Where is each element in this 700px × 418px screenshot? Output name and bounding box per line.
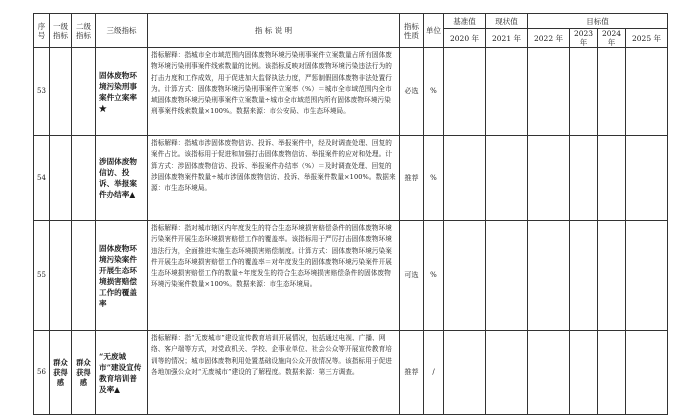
row-level3: 涉固体废物信访、投诉、举报案件办结率▲ [96, 136, 148, 221]
header-current: 现状值 [486, 14, 528, 29]
row-nature: 推荐 [400, 331, 424, 415]
row-unit: / [424, 331, 444, 415]
row-seq: 54 [34, 136, 50, 221]
row-level2 [72, 136, 96, 221]
indicator-table [33, 13, 668, 415]
row-seq: 56 [34, 331, 50, 415]
header-year-2023: 2023 年 [570, 29, 598, 48]
row-level1: 群众获得感 [50, 331, 72, 415]
row-unit: % [424, 136, 444, 221]
row-seq: 53 [34, 48, 50, 136]
row-level1 [50, 48, 72, 136]
row-level3: “无废城市”建设宣传教育培训普及率▲ [96, 331, 148, 415]
header-level3: 三级指标 [96, 14, 148, 48]
row-seq: 55 [34, 221, 50, 331]
header-nature: 指标性质 [400, 14, 424, 48]
header-level1: 一级指标 [50, 14, 72, 48]
row-description: 指标解释：指城市全市域范围内固体废物环境污染刑事案件立案数量占所有固体废物环境污染刑事案件线索数量的比例。该指标反映对固体废物环境污染违法行为的打击力度和工作成效，用于促进加大监督执法力度，严惩制假固体废物非法处置行为。计算方式：固体废物环境污染刑事案件立案率（%）＝城市全市域范围内全市域固体废物环境污染刑事案件立案数量÷城市全市域范围内所有固体废物环境污染刑事案件线索数量×100%。数据来源：市公安局、市生态环境局。 [148, 48, 400, 136]
row-description: 指标解释：指城市涉固体废物信访、投诉、举报案件中，经及时调查处理、回复的案件占比。该指标用于促进和加强打击固体废物信访、举报案件的应对和处理。计算方式：涉固体废物信访、投诉、举报案件办结率（%）＝及时调查处理、回复的涉固体废物案件数量÷城市涉固体废物信访、投诉、举报案件数量×100%。数据来源：市生态环境局。 [148, 136, 400, 221]
row-level1 [50, 136, 72, 221]
row-level2: 群众获得感 [72, 331, 96, 415]
header-seq: 序号 [34, 14, 50, 48]
row-level3: 固体废物环境污染案件开展生态环境损害赔偿工作的覆盖率 [96, 221, 148, 331]
table-row [34, 221, 668, 331]
table-row [34, 331, 668, 415]
header-year-2021: 2021 年 [486, 29, 528, 48]
row-description: 指标解释：指对城市辖区内年度发生的符合生态环境损害赔偿条件的固体废物环境污染案件开展生态环境损害赔偿工作的覆盖率。该指标用于严厉打击固体废物环境违法行为，全面推进实施生态环境损害赔偿制度。计算方式：固体废物环境污染案件开展生态环境损害赔偿工作的覆盖率＝对年度发生的固体废物环境污染案件开展生态环境损害赔偿工作的数量÷年度发生的符合生态环境损害赔偿条件的固体废物环境污染案件数量×100%。数据来源：市生态环境局。 [148, 221, 400, 331]
row-level3: 固体废物环境污染刑事案件立案率★ [96, 48, 148, 136]
header-year-2025: 2025 年 [626, 29, 668, 48]
header-level2: 二级指标 [72, 14, 96, 48]
row-level2 [72, 48, 96, 136]
header-year-2022: 2022 年 [528, 29, 570, 48]
row-nature: 可选 [400, 221, 424, 331]
row-level2 [72, 221, 96, 331]
row-nature: 推荐 [400, 136, 424, 221]
row-level1 [50, 221, 72, 331]
header-year-2024: 2024 年 [598, 29, 626, 48]
header-target: 目标值 [528, 14, 668, 29]
row-unit: % [424, 48, 444, 136]
header-year-2020: 2020 年 [444, 29, 486, 48]
table-row [34, 48, 668, 136]
row-unit: % [424, 221, 444, 331]
header-description: 指 标 说 明 [148, 14, 400, 48]
table-row [34, 136, 668, 221]
header-unit: 单位 [424, 14, 444, 48]
header-baseline: 基准值 [444, 14, 486, 29]
row-description: 指标解释：指“无废城市”建设宣传教育培训开展情况，包括通过电视、广播、网络、客户端等方式，对党政机关、学校、企事业单位、社会公众等开展宣传教育培训等的情况；城市固体废物利用处置基础设施向公众开放情况等。该指标用于促进各地加强公众对“无废城市”建设的了解程度。数据来源：第三方调查。 [148, 331, 400, 415]
row-nature: 必选 [400, 48, 424, 136]
